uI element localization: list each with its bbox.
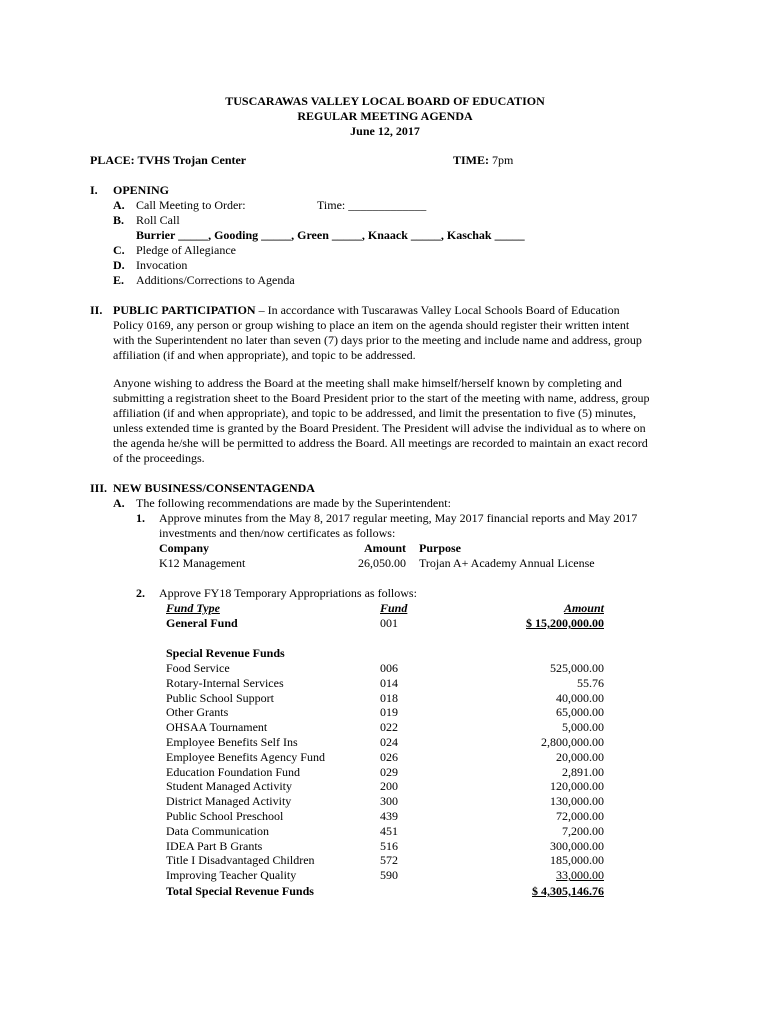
general-fund-number: 001 (380, 616, 398, 630)
fund-name: Improving Teacher Quality (166, 868, 297, 883)
item-letter: A. (113, 496, 125, 510)
fund-name: IDEA Part B Grants (166, 838, 263, 853)
fund-header: Fund (380, 601, 408, 615)
section-title: NEW BUSINESS/CONSENTAGENDA (113, 481, 315, 495)
place-value: TVHS Trojan Center (137, 153, 247, 167)
amount-header: Amount (563, 601, 604, 615)
paragraph-line: – In accordance with Tuscarawas Valley Local Schools Board of Education (258, 303, 620, 317)
fund-amount: 130,000.00 (550, 794, 604, 809)
fund-number: 451 (380, 823, 398, 838)
roll-call-names: Burrier _____, Gooding _____, Green _____, Knaack _____, Kaschak _____ (136, 228, 525, 242)
fund-name: Title I Disadvantaged Children (166, 853, 315, 868)
subitem-text: investments and then/now certificates as follows: (159, 526, 396, 540)
fund-number: 006 (380, 661, 398, 675)
fund-name: Employee Benefits Agency Fund (166, 749, 325, 764)
fund-amount: 2,891.00 (562, 764, 604, 779)
paragraph-line: submitting a registration sheet to the Board President prior to the start of the meeting with name, address, group (113, 391, 650, 405)
fund-name: Food Service (166, 661, 230, 675)
fund-amount: 120,000.00 (550, 779, 604, 794)
special-revenue-title: Special Revenue Funds (166, 646, 285, 660)
paragraph-line: with the Superintendent no later than seven (7) days prior to the meeting and include name and address, group (113, 333, 642, 347)
fund-number: 026 (380, 749, 398, 764)
general-fund-name: General Fund (166, 616, 238, 630)
time-label: TIME: (453, 153, 489, 167)
fund-number: 590 (380, 868, 398, 883)
fund-name: Data Communication (166, 823, 269, 838)
agenda-title: REGULAR MEETING AGENDA (297, 109, 473, 123)
section-number: I. (90, 183, 98, 197)
item-letter: A. (113, 198, 125, 212)
company-cell: K12 Management (159, 556, 246, 570)
subitem-number: 1. (136, 511, 145, 525)
fund-number: 014 (380, 675, 398, 690)
fund-amount: 525,000.00 (550, 661, 604, 675)
fund-name: Student Managed Activity (166, 779, 292, 794)
fund-amount: 300,000.00 (550, 838, 604, 853)
paragraph-line: Policy 0169, any person or group wishing to place an item on the agenda should register their written intent (113, 318, 630, 332)
fund-name: Public School Support (166, 690, 275, 705)
subitem-text: Approve FY18 Temporary Appropriations as follows: (159, 586, 417, 600)
item-letter: B. (113, 213, 125, 227)
fund-name: OHSAA Tournament (166, 720, 268, 735)
paragraph-line: affiliation (if and when appropriate), and topic to be addressed. (113, 348, 416, 362)
total-amount: $ 4,305,146.76 (532, 884, 604, 898)
time-line (453, 153, 513, 168)
fund-name: Rotary-Internal Services (166, 675, 284, 690)
fund-amount: 185,000.00 (550, 853, 604, 868)
item-text: The following recommendations are made by the Superintendent: (136, 496, 451, 510)
section-number: II. (90, 303, 103, 317)
item-letter: C. (113, 243, 125, 257)
place-label: PLACE: (90, 153, 135, 167)
fund-number: 300 (380, 794, 398, 809)
fund-name: Employee Benefits Self Ins (166, 735, 298, 749)
fund-number: 516 (380, 838, 398, 853)
item-letter: D. (113, 258, 125, 272)
item-letter: E. (113, 273, 125, 287)
company-header: Company (159, 541, 210, 555)
paragraph-line: of the proceedings. (113, 451, 205, 465)
fund-number: 439 (380, 809, 398, 823)
item-text: Pledge of Allegiance (136, 243, 236, 257)
fund-name: District Managed Activity (166, 794, 292, 809)
item-text: Invocation (136, 258, 188, 272)
section-number: III. (90, 481, 108, 495)
fund-name: Education Foundation Fund (166, 764, 300, 779)
item-text: Roll Call (136, 213, 180, 227)
participation-paragraph-1 (113, 303, 663, 363)
amount-cell: 26,050.00 (358, 556, 406, 570)
general-fund-amount: $ 15,200,000.00 (526, 616, 604, 630)
fund-number: 022 (380, 720, 398, 735)
meeting-date: June 12, 2017 (350, 124, 420, 138)
fund-amount: 2,800,000.00 (541, 735, 604, 749)
total-label: Total Special Revenue Funds (166, 884, 314, 898)
fund-amount: 5,000.00 (562, 720, 604, 735)
time-value: 7pm (492, 153, 514, 167)
fund-name: Other Grants (166, 705, 229, 720)
fund-number: 200 (380, 779, 398, 794)
paragraph-line: unless extended time is granted by the Board President. The President will advise the individual as to where on (113, 421, 646, 435)
board-title: TUSCARAWAS VALLEY LOCAL BOARD OF EDUCATION (225, 94, 545, 108)
fund-amount: 72,000.00 (556, 809, 604, 823)
fund-name: Public School Preschool (166, 809, 284, 823)
subitem-number: 2. (136, 586, 145, 600)
fund-number: 024 (380, 735, 398, 749)
place-line (90, 153, 246, 168)
item-text: Call Meeting to Order: (136, 198, 246, 212)
section-title: PUBLIC PARTICIPATION (113, 303, 256, 317)
subitem-text: Approve minutes from the May 8, 2017 regular meeting, May 2017 financial reports and May 2017 (159, 511, 638, 525)
paragraph-line: Anyone wishing to address the Board at the meeting shall make himself/herself known by completing and (113, 376, 622, 390)
fund-type-header: Fund Type (166, 601, 220, 615)
fund-amount: 40,000.00 (556, 690, 604, 705)
fund-number: 572 (380, 853, 398, 868)
fund-number: 019 (380, 705, 398, 720)
fund-number: 029 (380, 764, 398, 779)
purpose-cell: Trojan A+ Academy Annual License (419, 556, 595, 570)
amount-header: Amount (363, 541, 406, 555)
purpose-header: Purpose (419, 541, 461, 555)
fund-amount: 55.76 (577, 675, 604, 690)
fund-number: 018 (380, 690, 398, 705)
section-title: OPENING (113, 183, 170, 197)
paragraph-line: the agenda he/she will be permitted to address the Board. All meetings are recorded to maintain an exact record (113, 436, 648, 450)
fund-amount: 20,000.00 (556, 749, 604, 764)
fund-amount: 7,200.00 (562, 823, 604, 838)
paragraph-line: affiliation (if and when appropriate), and topic to be addressed, and limit the presentation to five (5) minutes, (113, 406, 636, 420)
fund-amount: 65,000.00 (556, 705, 604, 720)
participation-paragraph-2 (113, 376, 663, 466)
time-field: Time: _____________ (317, 198, 427, 212)
fund-amount: 33,000.00 (556, 868, 604, 883)
item-text: Additions/Corrections to Agenda (136, 273, 295, 287)
